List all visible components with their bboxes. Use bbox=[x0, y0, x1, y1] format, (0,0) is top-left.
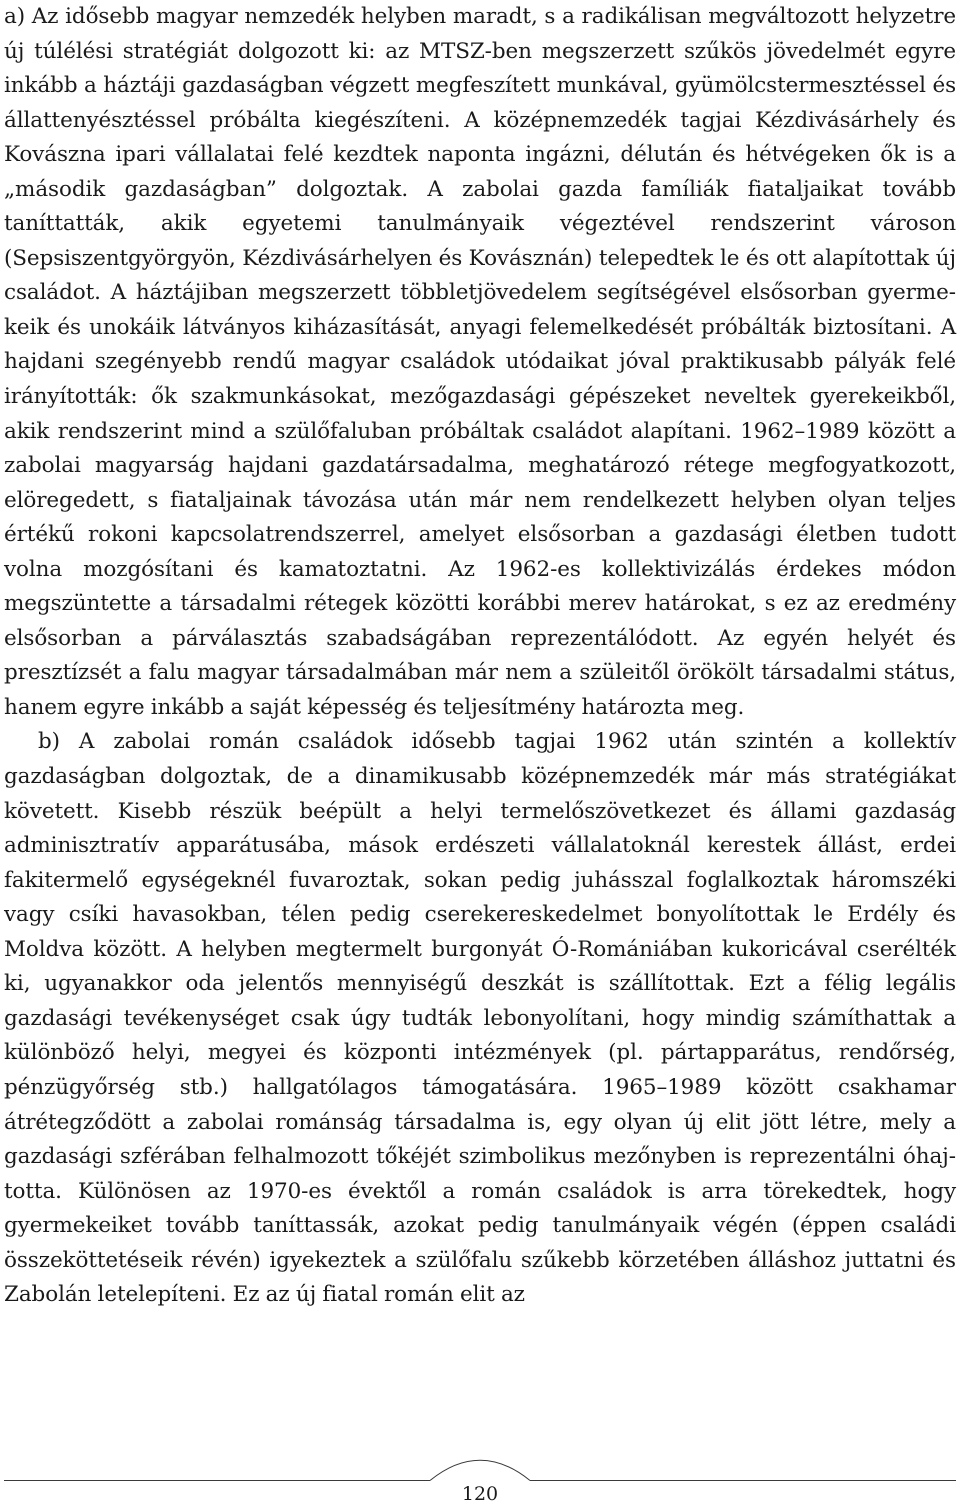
paragraph-a: a) Az idősebb magyar nemzedék helyben maradt, s a radikálisan megváltozott helyzetre új túlélési stratégiát dolgozott ki: az MTSZ-ben megszerzett szűkös jövedelmét egyre inkább a háztáji gazdaságban végzett megfeszített munkával, gyümölcstermesztéssel és állattenyésztéssel próbálta kiegészíteni. A középnemzedék tagjai Kézdivásárhely és Kovászna ipari vállalatai felé kezdtek naponta ingázni, délután és hétvégeken ők is a „második gazdaságban” dolgoztak. A zabolai gazda famíliák fiataljaikat tovább taníttatták, akik egyetemi tanulmányaik végeztével rendszerint városon (Sepsiszentgyörgyön, Kézdivásárhelyen és Kovásznán) telepedtek le és ott alapítottak új családot. A háztájiban megszerzett többletjövedelem segítségével elsősorban gyermekeik és unokáik látványos kiházasítását, anyagi felemelkedését próbálták biztosítani. A hajdani szegényebb rendű magyar családok utódaikat jóval praktikusabb pályák felé irányították: ők szakmunkásokat, mezőgazdasági gépészeket neveltek gyerekeikből, akik rendszerint mind a szülőfaluban próbáltak családot alapítani. 1962–1989 között a zabolai magyarság hajdani gazdatársadalma, meghatározó rétege megfogyatkozott, elöregedett, s fiataljainak távozása után már nem rendelkezett helyben olyan teljes értékű rokoni kapcsolatrendszerrel, amelyet elsősorban a gazdasági életben tudott volna mozgósítani és kamatoztatni. Az 1962-es kollektivizálás érdekes módon megszüntette a társadalmi rétegek közötti korábbi merev határokat, s ez az eredmény elsősorban a párválasztás szabadságában reprezentálódott. Az egyén helyét és presztízsét a falu magyar társadalmában már nem a szüleitől örökölt társadalmi státus, hanem egyre inkább a saját képesség és teljesítmény határozta meg. bbox=[4, 4, 956, 720]
page-number: 120 bbox=[461, 1483, 499, 1505]
page-footer bbox=[0, 1458, 960, 1506]
footer-rule-left bbox=[4, 1480, 430, 1481]
paragraph-b: b) A zabolai román családok idősebb tagjai 1962 után szintén a kollektív gazdaságban dolgoztak, de a dinamikusabb középnemzedék már más stratégiákat követett. Kisebb részük beépült a helyi termelőszövetkezet és állami gazdaság adminisztratív apparátusába, mások erdészeti vállalatoknál kerestek állást, erdei fakitermelő egységeknél fuvaroztak, sokan pedig juhásszal foglalkoztak háromszéki vagy csíki havasokban, télen pedig cserekereskedelmet bonyolítottak le Erdély és Moldva között. A helyben megtermelt burgonyát Ó-Romániában kukoricával cserélték ki, ugyanakkor oda jelentős mennyiségű deszkát is szállítottak. Ezt a félig legális gazdasági tevékenységet csak úgy tudták lebonyolítani, hogy mindig számíthattak a különböző helyi, megyei és központi intézmények (pl. pártapparátus, rendőrség, pénzügyőrség stb.) hallgatólagos támogatására. 1965–1989 között csakhamar átrétegződött a zabolai románság társadalma is, egy olyan új elit jött létre, mely a gazdasági szférában felhalmozott tőkéjét szimbolikus mezőnyben is reprezentálni óhajtotta. Különösen az 1970-es évektől a román családok is arra törekedtek, hogy gyermekeiket tovább taníttassák, azokat pedig tanulmányaik végén (éppen családi összeköttetéseik révén) igyekeztek a szülőfalu szűkebb körzetében álláshoz juttatni és Zabolán letelepíteni. Ez az új fiatal román elit az bbox=[4, 729, 956, 1308]
footer-rule-right bbox=[530, 1480, 956, 1481]
body-text bbox=[4, 0, 956, 1313]
